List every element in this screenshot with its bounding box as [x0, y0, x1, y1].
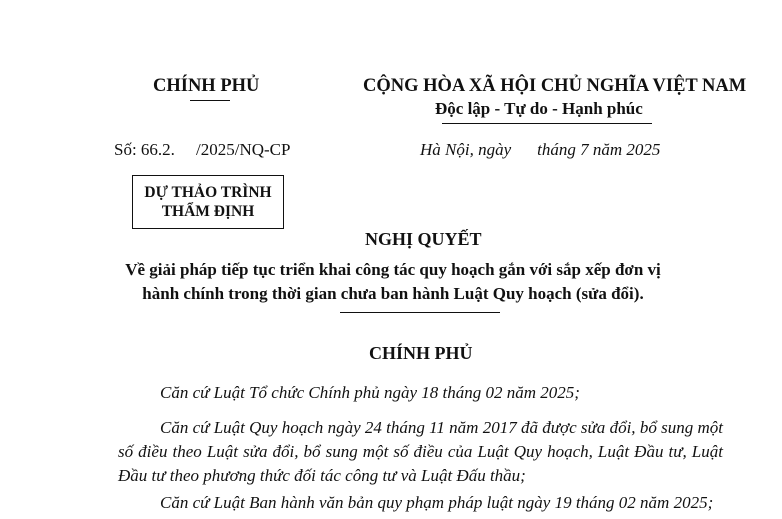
issuer-heading: CHÍNH PHỦ — [369, 343, 473, 363]
issuing-body-underline — [190, 100, 230, 101]
legal-basis-item: Căn cứ Luật Tổ chức Chính phủ ngày 18 tháng 02 năm 2025; — [160, 383, 580, 402]
nation-title: CỘNG HÒA XÃ HỘI CHỦ NGHĨA VIỆT NAM — [363, 76, 747, 96]
place-and-date — [420, 140, 660, 160]
legal-basis-item: Căn cứ Luật Quy hoạch ngày 24 tháng 11 năm 2017 đã được sửa đổi, bổ sung một số điều theo Luật sửa đổi, bổ sung một số điều của Luật Quy hoạch, Luật Đầu tư, Luật Đầu tư theo phương thức đối tác công tư và Luật Đấu thầu; — [118, 418, 723, 485]
document-number-prefix: Số: 66.2. — [114, 140, 175, 159]
motto-underline — [442, 123, 652, 124]
document-type: NGHỊ QUYẾT — [365, 229, 482, 249]
document-number — [114, 140, 290, 160]
month-year: tháng 7 năm 2025 — [537, 140, 661, 159]
draft-stamp-line1: DỰ THẢO TRÌNH — [144, 184, 272, 201]
summary-underline — [340, 312, 500, 313]
issuing-body: CHÍNH PHỦ — [153, 76, 260, 96]
document-number-suffix: /2025/NQ-CP — [196, 140, 291, 159]
document-summary: Về giải pháp tiếp tục triển khai công tác quy hoạch gắn với sắp xếp đơn vị hành chính trong thời gian chưa ban hành Luật Quy hoạch (sửa đổi). — [125, 260, 661, 303]
place: Hà Nội, ngày — [420, 140, 512, 159]
legal-basis-item: Căn cứ Luật Ban hành văn bản quy phạm pháp luật ngày 19 tháng 02 năm 2025; — [160, 493, 714, 512]
draft-stamp-box — [132, 175, 284, 229]
draft-stamp-line2: THẨM ĐỊNH — [161, 203, 255, 220]
national-motto: Độc lập - Tự do - Hạnh phúc — [435, 99, 643, 118]
